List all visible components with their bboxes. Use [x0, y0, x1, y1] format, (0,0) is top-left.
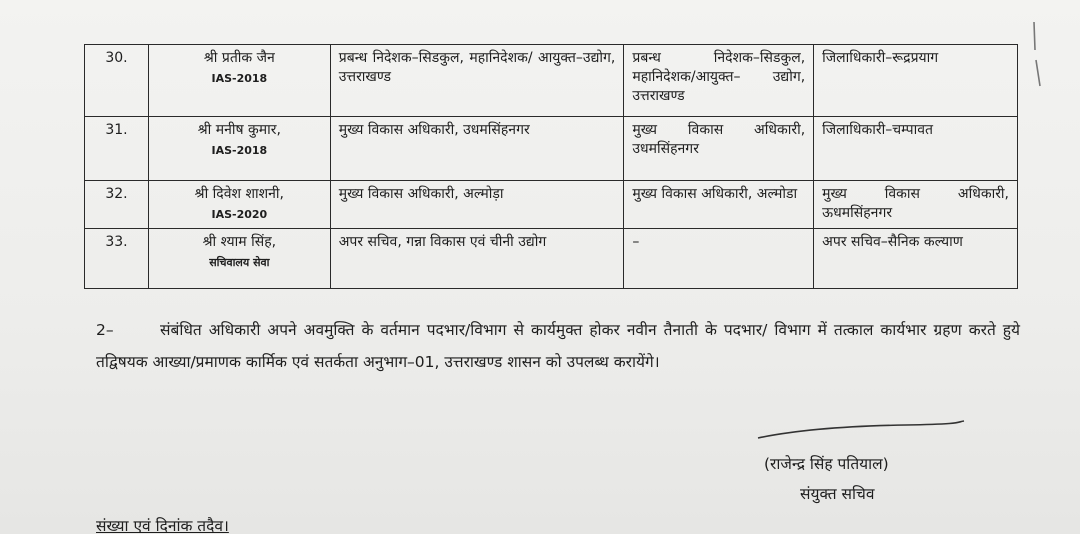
officer-service: IAS-2018	[211, 72, 268, 85]
signature-stroke	[756, 420, 966, 442]
officer-cell	[148, 181, 330, 229]
officer-name: श्री श्याम सिंह,	[202, 234, 277, 250]
officer-cell	[148, 229, 330, 289]
current-post: अपर सचिव, गन्ना विकास एवं चीनी उद्योग	[330, 229, 624, 289]
officer-cell	[148, 117, 330, 181]
current-post: मुख्य विकास अधिकारी, उधमसिंहनगर	[330, 117, 624, 181]
table-row	[85, 117, 1018, 181]
serial-number: 31.	[85, 117, 149, 181]
serial-number: 33.	[85, 229, 149, 289]
posting-table	[84, 44, 1018, 289]
officer-name: श्री दिवेश शाशनी,	[194, 186, 284, 202]
officer-name: श्री मनीष कुमार,	[197, 122, 281, 138]
table-row	[85, 181, 1018, 229]
paragraph-number: 2–	[96, 321, 114, 339]
new-posting: जिलाधिकारी–रूद्रप्रयाग	[814, 45, 1018, 117]
officer-service: IAS-2020	[211, 208, 268, 221]
officer-service: सचिवालय सेवा	[209, 256, 270, 269]
new-posting: अपर सचिव–सैनिक कल्याण	[814, 229, 1018, 289]
officer-cell	[148, 45, 330, 117]
signatory-name: (राजेन्द्र सिंह पतियाल)	[764, 455, 889, 473]
relieved-post: मुख्य विकास अधिकारी, अल्मोडा	[624, 181, 814, 229]
signatory-designation: संयुक्त सचिव	[800, 485, 875, 503]
relieved-post: प्रबन्ध निदेशक–सिडकुल, महानिदेशक/आयुक्त– उद्योग, उत्तराखण्ड	[624, 45, 814, 117]
new-posting: मुख्य विकास अधिकारी, ऊधमसिंहनगर	[814, 181, 1018, 229]
relieved-post: –	[624, 229, 814, 289]
serial-number: 32.	[85, 181, 149, 229]
current-post: मुख्य विकास अधिकारी, अल्मोड़ा	[330, 181, 624, 229]
page-edge-mark	[1030, 20, 1044, 90]
instruction-paragraph	[96, 314, 1020, 378]
table-row	[85, 45, 1018, 117]
serial-number: 30.	[85, 45, 149, 117]
current-post: प्रबन्ध निदेशक–सिडकुल, महानिदेशक/ आयुक्त–उद्योग, उत्तराखण्ड	[330, 45, 624, 117]
paragraph-text: संबंधित अधिकारी अपने अवमुक्ति के वर्तमान पदभार/विभाग से कार्यमुक्त होकर नवीन तैनाती के पदभार/ विभाग में तत्काल कार्यभार ग्रहण करते हुये तद्विषयक आख्या/प्रमाणक कार्मिक एवं सतर्कता अनुभाग–01, उत्तराखण्ड शासन को उपलब्ध करायेंगे।	[96, 321, 1020, 371]
table-row	[85, 229, 1018, 289]
new-posting: जिलाधिकारी–चम्पावत	[814, 117, 1018, 181]
relieved-post: मुख्य विकास अधिकारी, उधमसिंहनगर	[624, 117, 814, 181]
reference-line: संख्या एवं दिनांक तदैव।	[96, 517, 229, 534]
officer-name: श्री प्रतीक जैन	[203, 50, 275, 66]
officer-service: IAS-2018	[211, 144, 268, 157]
